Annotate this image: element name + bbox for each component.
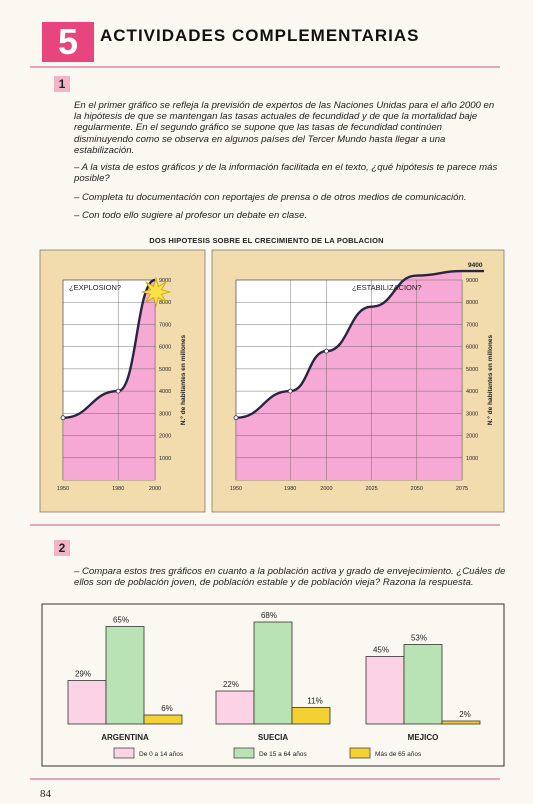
y-tick-label: 1000 xyxy=(159,455,172,462)
bar-value-label: 65% xyxy=(112,615,130,625)
y-axis-label: N.º de habitantes en millones xyxy=(487,334,494,426)
chart-title: ¿EXPLOSION? xyxy=(69,283,122,292)
y-tick-label: 7000 xyxy=(466,322,479,329)
y-tick-label: 6000 xyxy=(466,344,479,351)
legend-swatch xyxy=(350,748,370,758)
chapter-title: ACTIVIDADES COMPLEMENTARIAS xyxy=(100,26,420,45)
bar xyxy=(254,622,292,724)
chart-title: ¿ESTABILIZACION? xyxy=(352,283,422,292)
bar xyxy=(292,708,330,725)
data-point xyxy=(116,389,120,393)
bar-value-label: 11% xyxy=(307,696,323,706)
population-line-charts xyxy=(0,244,533,514)
y-tick-label: 3000 xyxy=(159,411,172,418)
y-tick-label: 1000 xyxy=(466,455,479,462)
y-tick-label: 3000 xyxy=(466,411,479,418)
x-tick-label: 1950 xyxy=(229,486,243,492)
page-number: 84 xyxy=(40,788,51,800)
bar-value-label: 6% xyxy=(161,704,173,713)
y-tick-label: 9000 xyxy=(159,278,172,284)
data-point xyxy=(61,416,65,420)
y-tick-label: 2000 xyxy=(159,433,172,440)
section-2-bullet: – Compara estos tres gráficos en cuanto a la población activa y grado de envejecimiento. ¿Cuáles de ellos son de población joven, de población estable y de población vieja? Razona la respuesta. xyxy=(74,566,506,589)
explosion-star-icon xyxy=(142,278,170,306)
category-label: MEJICO xyxy=(407,733,439,742)
bar xyxy=(68,681,106,725)
x-tick-label: 1980 xyxy=(112,486,125,492)
bar xyxy=(144,715,182,724)
header-divider xyxy=(30,66,500,68)
footer-divider xyxy=(30,778,500,780)
x-tick-label: 2075 xyxy=(455,486,469,492)
bar-value-label: 53% xyxy=(410,633,428,643)
bar-value-label: 68% xyxy=(260,611,278,620)
bar-value-label: 29% xyxy=(74,669,92,679)
x-tick-label: 1980 xyxy=(284,486,297,492)
category-label: SUECIA xyxy=(257,733,289,742)
x-tick-label: 2000 xyxy=(320,486,333,492)
y-tick-label: 4000 xyxy=(159,389,172,396)
y-tick-label: 5000 xyxy=(466,366,479,373)
legend-label: De 15 a 64 años xyxy=(259,751,307,758)
section-2-number: 2 xyxy=(54,540,70,556)
bar xyxy=(366,657,404,725)
legend-swatch xyxy=(114,748,134,758)
y-tick-label: 8000 xyxy=(466,300,479,307)
chart-explosion xyxy=(40,250,205,512)
category-label: ARGENTINA xyxy=(101,733,149,742)
x-tick-label: 2025 xyxy=(365,486,378,492)
y-tick-label: 2000 xyxy=(466,433,479,440)
chapter-number: 5 xyxy=(42,22,94,62)
section-1-paragraph: En el primer gráfico se refleja la previsión de expertos de las Naciones Unidas para el año 2000 en la hipótesis de que se mantengan las tasas actuales de fecundidad y de que la mortalidad baje regularmente. En el segundo gráfico se supone que las tasas de fecundidad continúen disminuyendo como se observa en algunos países del Tercer Mundo hasta llegar a una estabilización. xyxy=(74,100,495,156)
bar-value-label: 2% xyxy=(459,710,471,719)
bar-chart-bars xyxy=(68,611,480,758)
y-tick-label: 9000 xyxy=(466,278,479,284)
data-point xyxy=(324,349,328,353)
y-axis-label: N.º de habitantes en millones xyxy=(180,334,187,426)
legend-swatch xyxy=(234,748,254,758)
chart-estabilizacion xyxy=(212,250,504,512)
section-1-number: 1 xyxy=(54,76,70,92)
bar xyxy=(442,721,480,724)
section-1-bullet-1: – A la vista de estos gráficos y de la información facilitada en el texto, ¿qué hipótesis te parece más posible? xyxy=(74,162,498,185)
bar-value-label: 22% xyxy=(222,680,240,689)
bar xyxy=(404,645,442,725)
section-1-bullet-3: – Con todo ello sugiere al profesor un debate en clase. xyxy=(74,210,308,221)
legend-label: Más de 65 años xyxy=(375,751,422,758)
data-point xyxy=(288,389,292,393)
y-tick-label: 7000 xyxy=(159,322,172,329)
bar-value-label: 45% xyxy=(372,645,390,655)
x-tick-label: 1950 xyxy=(56,486,70,492)
legend-label: De 0 a 14 años xyxy=(139,751,184,758)
x-tick-label: 2000 xyxy=(148,486,162,492)
y-tick-label: 4000 xyxy=(466,389,479,396)
age-structure-bar-chart xyxy=(0,598,533,770)
annotation-label: 9400 xyxy=(468,262,483,270)
section-1-bullet-2: – Completa tu documentación con reportajes de prensa o de otros medios de comunicación. xyxy=(74,192,467,203)
data-point xyxy=(234,416,238,420)
figure-title: DOS HIPOTESIS SOBRE EL CRECIMIENTO DE LA POBLACION xyxy=(149,236,384,245)
bar xyxy=(216,691,254,724)
bar xyxy=(106,627,144,725)
y-tick-label: 5000 xyxy=(159,366,172,373)
y-tick-label: 8000 xyxy=(159,300,172,307)
section-divider xyxy=(30,524,500,526)
x-tick-label: 2050 xyxy=(410,486,423,492)
y-tick-label: 6000 xyxy=(159,344,172,351)
